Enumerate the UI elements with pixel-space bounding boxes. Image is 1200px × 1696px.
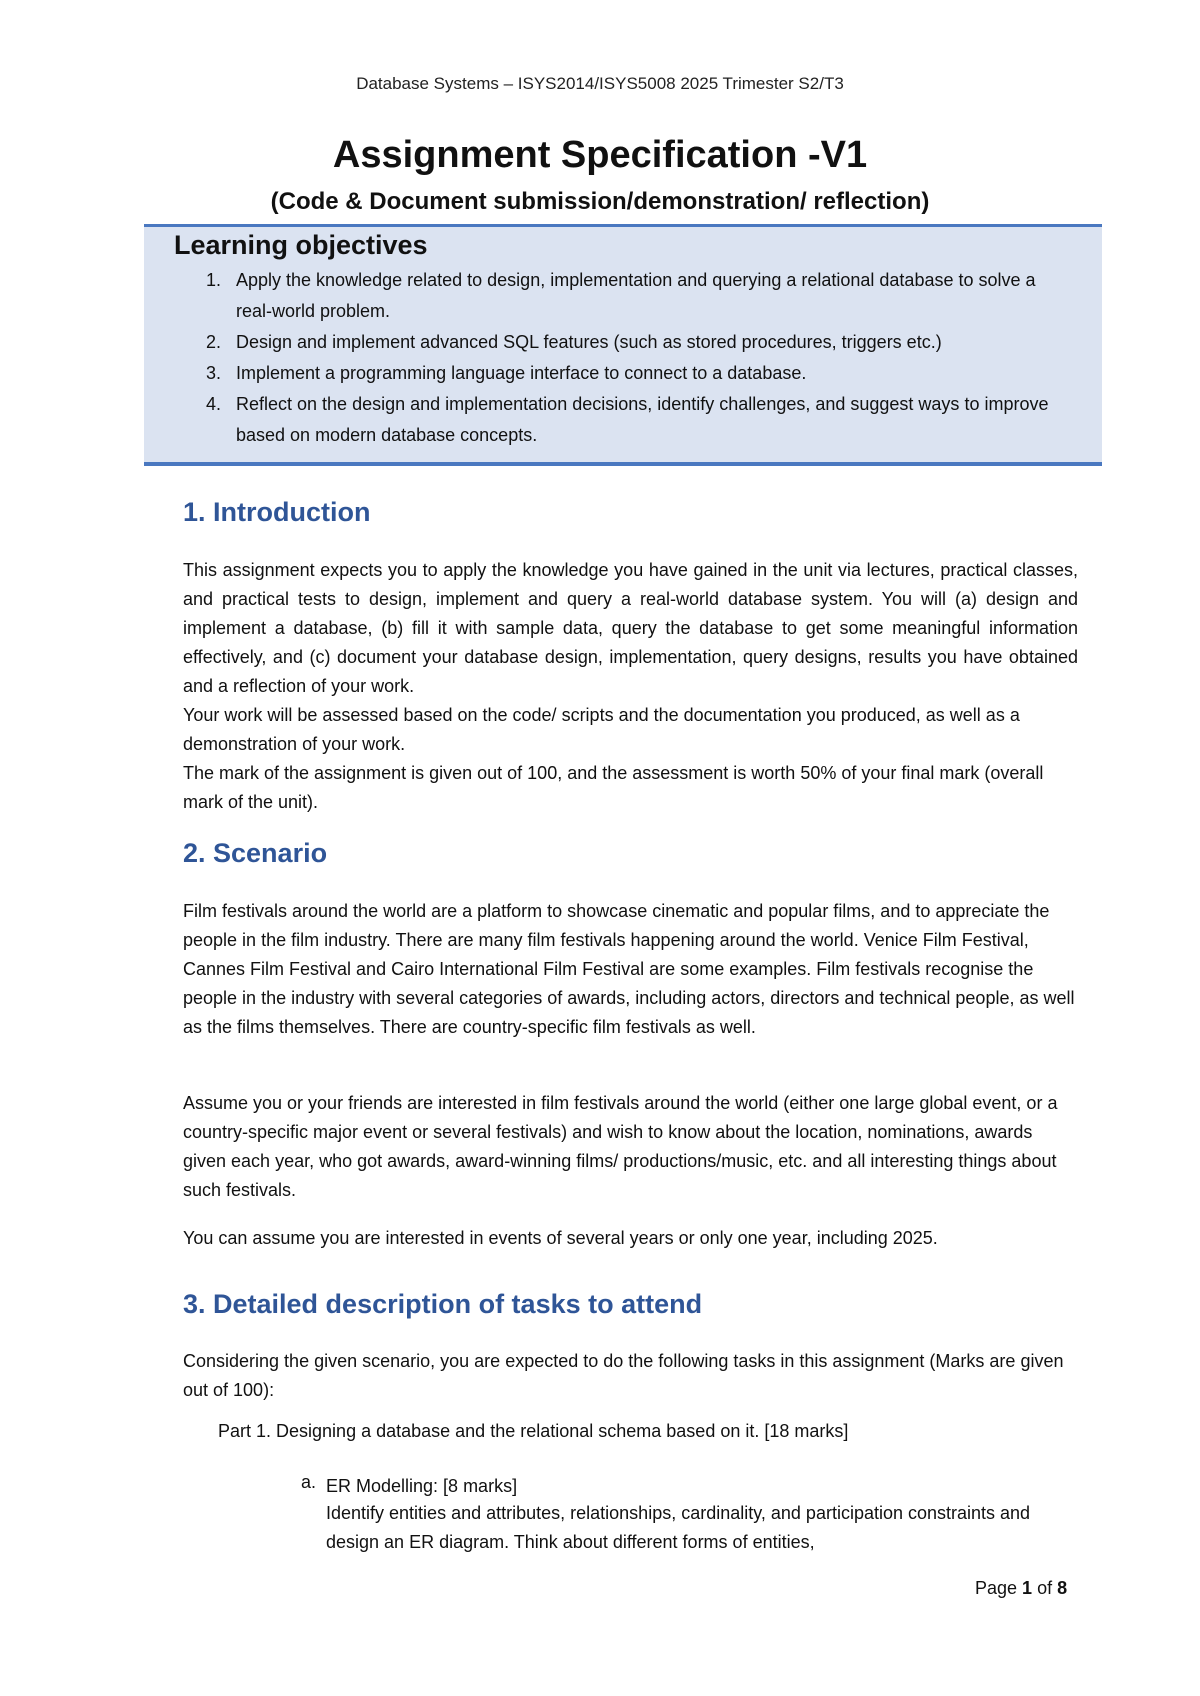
document-title: Assignment Specification -V1 [332, 134, 868, 176]
introduction-paragraph: Your work will be assessed based on the code/ scripts and the documentation you produced, as well as a demonstration of your work. [183, 705, 1020, 754]
section-heading-tasks: 3. Detailed description of tasks to attend [183, 1289, 703, 1319]
part-1-heading: Part 1. Designing a database and the relational schema based on it. [18 marks] [218, 1421, 849, 1441]
part-1-a-body: Identify entities and attributes, relationships, cardinality, and participation constraints and design an ER diagram. Think about different forms of entities, [326, 1503, 1031, 1552]
objective-text: Implement a programming language interface to connect to a database. [236, 363, 807, 383]
part-1-a-label: a. [301, 1472, 317, 1492]
section-heading-introduction: 1. Introduction [183, 497, 371, 527]
learning-objectives-heading: Learning objectives [174, 230, 428, 260]
objective-number: 2. [206, 332, 222, 352]
running-header: Database Systems – ISYS2014/ISYS5008 2025 Trimester S2/T3 [356, 74, 844, 93]
introduction-paragraph: This assignment expects you to apply the knowledge you have gained in the unit via lectures, practical classes, and practical tests to design, implement and query a real-world database system. You will (a) design and implement a database, (b) fill it with sample data, query the database to get some meaningful information effectively, and (c) document your database design, implementation, query designs, results you have obtained and a reflection of your work. [183, 560, 1078, 696]
learning-objectives-box [144, 224, 1102, 466]
objective-text: Apply the knowledge related to design, implementation and querying a relational database to solve a real-world problem. [236, 270, 1036, 321]
objective-item [174, 389, 1074, 451]
objective-item [174, 265, 1074, 327]
scenario-paragraph: You can assume you are interested in events of several years or only one year, including 2025. [183, 1228, 938, 1248]
page-footer [975, 1578, 1067, 1599]
learning-objectives-list [174, 265, 1074, 451]
objective-item [174, 327, 1074, 358]
objective-number: 1. [206, 270, 222, 290]
scenario-paragraph: Assume you or your friends are interested in film festivals around the world (either one large global event, or a country-specific major event or several festivals) and wish to know about the location, nominations, awards given each year, who got awards, award-winning films/ productions/music, etc. and all interesting things about such festivals. [183, 1093, 1058, 1200]
objective-item [174, 358, 1074, 389]
introduction-paragraph: The mark of the assignment is given out of 100, and the assessment is worth 50% of your final mark (overall mark of the unit). [183, 763, 1044, 812]
part-1-a-title: ER Modelling: [8 marks] [326, 1476, 518, 1496]
scenario-paragraph: Film festivals around the world are a platform to showcase cinematic and popular films, and to appreciate the people in the film industry. There are many film festivals happening around the world. Venice Film Festival, Cannes Film Festival and Cairo International Film Festival are some examples. Film festivals recognise the people in the industry with several categories of awards, including actors, directors and technical people, as well as the films themselves. There are country-specific film festivals as well. [183, 901, 1075, 1037]
section-heading-scenario: 2. Scenario [183, 838, 328, 868]
page-total: 8 [1057, 1578, 1068, 1598]
page-label: Page [975, 1578, 1023, 1598]
objective-number: 4. [206, 394, 222, 414]
page-of-label: of [1032, 1578, 1058, 1598]
objective-text: Reflect on the design and implementation decisions, identify challenges, and suggest ways to improve based on modern database concepts. [236, 394, 1049, 445]
objective-text: Design and implement advanced SQL features (such as stored procedures, triggers etc.) [236, 332, 942, 352]
page-number: 1 [1022, 1578, 1033, 1598]
tasks-intro-paragraph: Considering the given scenario, you are expected to do the following tasks in this assignment (Marks are given out of 100): [183, 1351, 1064, 1400]
document-subtitle: (Code & Document submission/demonstration/ reflection) [270, 188, 930, 215]
objective-number: 3. [206, 363, 222, 383]
